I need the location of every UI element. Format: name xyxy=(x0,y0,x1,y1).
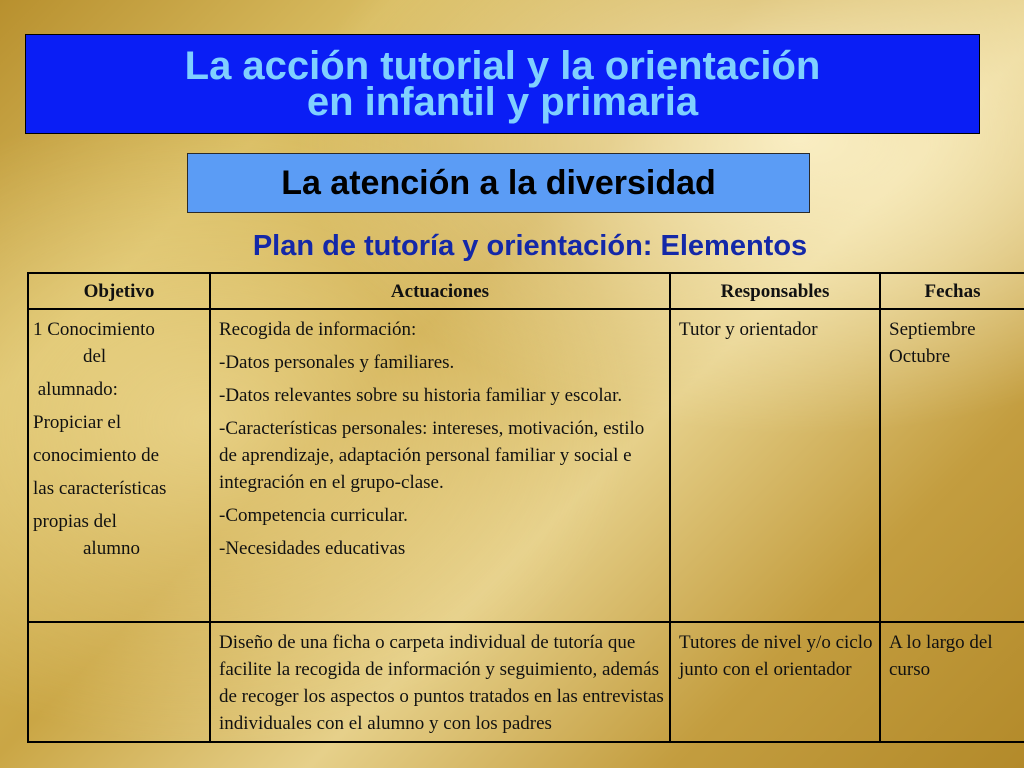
cell-responsables-1: Tutor y orientador xyxy=(670,309,880,622)
plan-table xyxy=(27,272,1024,743)
table-row xyxy=(28,622,1024,742)
header-actuaciones: Actuaciones xyxy=(210,273,670,309)
table-row xyxy=(28,309,1024,622)
title-banner xyxy=(25,34,980,134)
objetivo-line: 1 Conocimiento xyxy=(33,319,155,340)
actuacion-item: -Características personales: intereses, motivación, estilo de aprendizaje, adaptación personal familiar y social e integración en el grupo-clase. xyxy=(219,418,645,493)
actuacion-item: -Necesidades educativas xyxy=(219,538,406,559)
cell-actuaciones-1 xyxy=(210,309,670,622)
cell-objetivo-2 xyxy=(28,622,210,742)
cell-actuaciones-2: Diseño de una ficha o carpeta individual de tutoría que facilite la recogida de información y seguimiento, además de recoger los aspectos o puntos tratados en las entrevistas individuales con el alumno y con los padres xyxy=(210,622,670,742)
objetivo-line: del xyxy=(83,346,107,367)
table-header-row xyxy=(28,273,1024,309)
subtitle: La atención a la diversidad xyxy=(281,163,716,202)
header-responsables: Responsables xyxy=(670,273,880,309)
objetivo-line: conocimiento de xyxy=(33,445,160,466)
fechas-line: Octubre xyxy=(889,346,951,367)
header-objetivo: Objetivo xyxy=(28,273,210,309)
cell-responsables-2: Tutores de nivel y/o ciclo junto con el orientador xyxy=(670,622,880,742)
section-heading: Plan de tutoría y orientación: Elementos xyxy=(252,230,808,262)
actuacion-item: -Datos personales y familiares. xyxy=(219,352,455,373)
objetivo-line: alumno xyxy=(83,538,140,559)
actuacion-item: -Datos relevantes sobre su historia familiar y escolar. xyxy=(219,385,623,406)
subtitle-banner xyxy=(187,153,810,213)
objetivo-line: Propiciar el xyxy=(33,412,122,433)
fechas-line: Septiembre xyxy=(889,319,976,340)
cell-fechas-1 xyxy=(880,309,1024,622)
cell-objetivo-1 xyxy=(28,309,210,622)
objetivo-line: las características xyxy=(33,478,167,499)
actuacion-item: Recogida de información: xyxy=(219,319,417,340)
title-line-1: La acción tutorial y la orientación xyxy=(184,44,821,88)
actuacion-item: -Competencia curricular. xyxy=(219,505,408,526)
title-line-2: en infantil y primaria xyxy=(306,80,699,124)
objetivo-line: alumnado: xyxy=(33,379,118,400)
header-fechas: Fechas xyxy=(880,273,1024,309)
objetivo-line: propias del xyxy=(33,511,117,532)
cell-fechas-2: A lo largo del curso xyxy=(880,622,1024,742)
